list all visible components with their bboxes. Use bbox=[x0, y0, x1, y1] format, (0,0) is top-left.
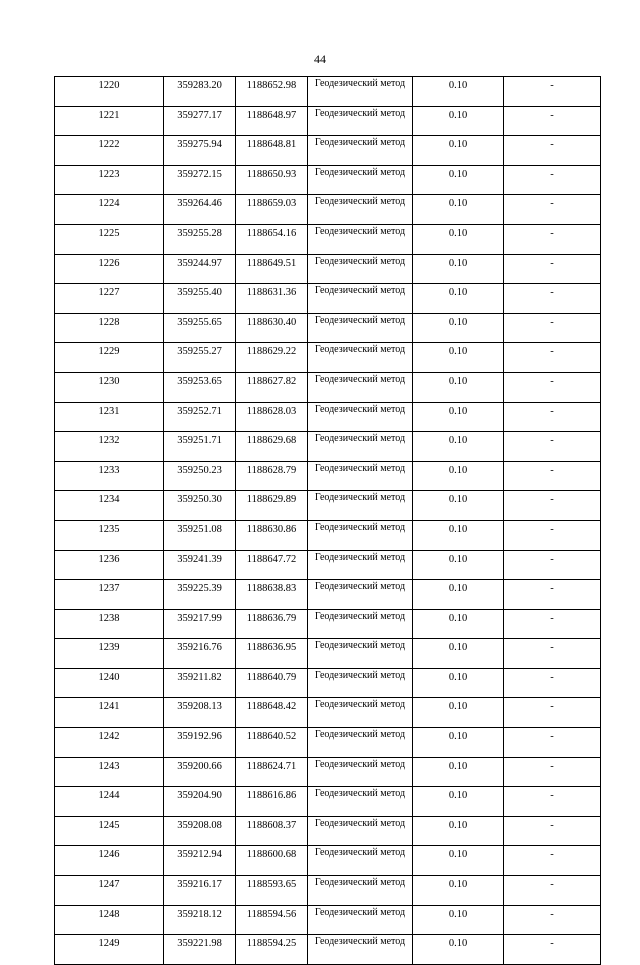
description-cell: - bbox=[504, 106, 601, 136]
point-number-cell: 1234 bbox=[55, 491, 164, 521]
y-coordinate-cell: 1188636.95 bbox=[236, 639, 308, 669]
method-cell: Геодезический метод bbox=[308, 106, 413, 136]
point-number-cell: 1236 bbox=[55, 550, 164, 580]
point-number-cell: 1226 bbox=[55, 254, 164, 284]
y-coordinate-cell: 1188640.79 bbox=[236, 668, 308, 698]
point-number-cell: 1221 bbox=[55, 106, 164, 136]
y-coordinate-cell: 1188649.51 bbox=[236, 254, 308, 284]
accuracy-cell: 0.10 bbox=[413, 728, 504, 758]
table-row bbox=[55, 816, 601, 846]
accuracy-cell: 0.10 bbox=[413, 224, 504, 254]
description-cell: - bbox=[504, 728, 601, 758]
y-coordinate-cell: 1188631.36 bbox=[236, 284, 308, 314]
table-row bbox=[55, 254, 601, 284]
x-coordinate-cell: 359255.40 bbox=[164, 284, 236, 314]
coordinates-table bbox=[54, 76, 601, 965]
accuracy-cell: 0.10 bbox=[413, 254, 504, 284]
table-row bbox=[55, 876, 601, 906]
y-coordinate-cell: 1188648.97 bbox=[236, 106, 308, 136]
method-cell: Геодезический метод bbox=[308, 668, 413, 698]
table-row bbox=[55, 313, 601, 343]
description-cell: - bbox=[504, 343, 601, 373]
method-cell: Геодезический метод bbox=[308, 313, 413, 343]
accuracy-cell: 0.10 bbox=[413, 550, 504, 580]
description-cell: - bbox=[504, 432, 601, 462]
x-coordinate-cell: 359200.66 bbox=[164, 757, 236, 787]
accuracy-cell: 0.10 bbox=[413, 876, 504, 906]
y-coordinate-cell: 1188647.72 bbox=[236, 550, 308, 580]
y-coordinate-cell: 1188654.16 bbox=[236, 224, 308, 254]
accuracy-cell: 0.10 bbox=[413, 77, 504, 107]
x-coordinate-cell: 359225.39 bbox=[164, 580, 236, 610]
point-number-cell: 1227 bbox=[55, 284, 164, 314]
y-coordinate-cell: 1188624.71 bbox=[236, 757, 308, 787]
description-cell: - bbox=[504, 254, 601, 284]
point-number-cell: 1235 bbox=[55, 520, 164, 550]
table-row bbox=[55, 106, 601, 136]
table-row bbox=[55, 461, 601, 491]
method-cell: Геодезический метод bbox=[308, 520, 413, 550]
x-coordinate-cell: 359211.82 bbox=[164, 668, 236, 698]
point-number-cell: 1237 bbox=[55, 580, 164, 610]
y-coordinate-cell: 1188630.86 bbox=[236, 520, 308, 550]
accuracy-cell: 0.10 bbox=[413, 284, 504, 314]
x-coordinate-cell: 359272.15 bbox=[164, 165, 236, 195]
x-coordinate-cell: 359255.65 bbox=[164, 313, 236, 343]
y-coordinate-cell: 1188616.86 bbox=[236, 787, 308, 817]
description-cell: - bbox=[504, 402, 601, 432]
point-number-cell: 1231 bbox=[55, 402, 164, 432]
table-row bbox=[55, 136, 601, 166]
description-cell: - bbox=[504, 846, 601, 876]
method-cell: Геодезический метод bbox=[308, 876, 413, 906]
table-row bbox=[55, 432, 601, 462]
accuracy-cell: 0.10 bbox=[413, 698, 504, 728]
accuracy-cell: 0.10 bbox=[413, 580, 504, 610]
description-cell: - bbox=[504, 787, 601, 817]
method-cell: Геодезический метод bbox=[308, 905, 413, 935]
description-cell: - bbox=[504, 136, 601, 166]
accuracy-cell: 0.10 bbox=[413, 787, 504, 817]
x-coordinate-cell: 359241.39 bbox=[164, 550, 236, 580]
table-row bbox=[55, 284, 601, 314]
y-coordinate-cell: 1188629.68 bbox=[236, 432, 308, 462]
method-cell: Геодезический метод bbox=[308, 580, 413, 610]
table-row bbox=[55, 224, 601, 254]
x-coordinate-cell: 359250.23 bbox=[164, 461, 236, 491]
accuracy-cell: 0.10 bbox=[413, 165, 504, 195]
table-row bbox=[55, 343, 601, 373]
method-cell: Геодезический метод bbox=[308, 165, 413, 195]
description-cell: - bbox=[504, 372, 601, 402]
table-row bbox=[55, 372, 601, 402]
point-number-cell: 1244 bbox=[55, 787, 164, 817]
description-cell: - bbox=[504, 77, 601, 107]
description-cell: - bbox=[504, 876, 601, 906]
x-coordinate-cell: 359221.98 bbox=[164, 935, 236, 965]
point-number-cell: 1246 bbox=[55, 846, 164, 876]
method-cell: Геодезический метод bbox=[308, 816, 413, 846]
description-cell: - bbox=[504, 757, 601, 787]
x-coordinate-cell: 359255.27 bbox=[164, 343, 236, 373]
table-row bbox=[55, 402, 601, 432]
x-coordinate-cell: 359216.17 bbox=[164, 876, 236, 906]
x-coordinate-cell: 359253.65 bbox=[164, 372, 236, 402]
method-cell: Геодезический метод bbox=[308, 491, 413, 521]
point-number-cell: 1247 bbox=[55, 876, 164, 906]
description-cell: - bbox=[504, 313, 601, 343]
method-cell: Геодезический метод bbox=[308, 935, 413, 965]
description-cell: - bbox=[504, 905, 601, 935]
x-coordinate-cell: 359204.90 bbox=[164, 787, 236, 817]
method-cell: Геодезический метод bbox=[308, 195, 413, 225]
description-cell: - bbox=[504, 550, 601, 580]
y-coordinate-cell: 1188630.40 bbox=[236, 313, 308, 343]
point-number-cell: 1248 bbox=[55, 905, 164, 935]
x-coordinate-cell: 359217.99 bbox=[164, 609, 236, 639]
description-cell: - bbox=[504, 639, 601, 669]
description-cell: - bbox=[504, 224, 601, 254]
accuracy-cell: 0.10 bbox=[413, 905, 504, 935]
accuracy-cell: 0.10 bbox=[413, 816, 504, 846]
point-number-cell: 1229 bbox=[55, 343, 164, 373]
accuracy-cell: 0.10 bbox=[413, 313, 504, 343]
description-cell: - bbox=[504, 520, 601, 550]
table-row bbox=[55, 520, 601, 550]
method-cell: Геодезический метод bbox=[308, 787, 413, 817]
table-row bbox=[55, 728, 601, 758]
y-coordinate-cell: 1188593.65 bbox=[236, 876, 308, 906]
method-cell: Геодезический метод bbox=[308, 757, 413, 787]
accuracy-cell: 0.10 bbox=[413, 461, 504, 491]
y-coordinate-cell: 1188594.25 bbox=[236, 935, 308, 965]
x-coordinate-cell: 359283.20 bbox=[164, 77, 236, 107]
table-row bbox=[55, 550, 601, 580]
point-number-cell: 1223 bbox=[55, 165, 164, 195]
method-cell: Геодезический метод bbox=[308, 402, 413, 432]
description-cell: - bbox=[504, 698, 601, 728]
method-cell: Геодезический метод bbox=[308, 77, 413, 107]
point-number-cell: 1232 bbox=[55, 432, 164, 462]
y-coordinate-cell: 1188627.82 bbox=[236, 372, 308, 402]
accuracy-cell: 0.10 bbox=[413, 432, 504, 462]
y-coordinate-cell: 1188650.93 bbox=[236, 165, 308, 195]
point-number-cell: 1222 bbox=[55, 136, 164, 166]
y-coordinate-cell: 1188648.81 bbox=[236, 136, 308, 166]
x-coordinate-cell: 359252.71 bbox=[164, 402, 236, 432]
x-coordinate-cell: 359208.08 bbox=[164, 816, 236, 846]
method-cell: Геодезический метод bbox=[308, 136, 413, 166]
accuracy-cell: 0.10 bbox=[413, 935, 504, 965]
accuracy-cell: 0.10 bbox=[413, 136, 504, 166]
table-row bbox=[55, 698, 601, 728]
accuracy-cell: 0.10 bbox=[413, 639, 504, 669]
table-row bbox=[55, 77, 601, 107]
table-row bbox=[55, 639, 601, 669]
point-number-cell: 1220 bbox=[55, 77, 164, 107]
description-cell: - bbox=[504, 668, 601, 698]
y-coordinate-cell: 1188636.79 bbox=[236, 609, 308, 639]
y-coordinate-cell: 1188638.83 bbox=[236, 580, 308, 610]
y-coordinate-cell: 1188652.98 bbox=[236, 77, 308, 107]
table-row bbox=[55, 580, 601, 610]
y-coordinate-cell: 1188628.03 bbox=[236, 402, 308, 432]
point-number-cell: 1225 bbox=[55, 224, 164, 254]
x-coordinate-cell: 359218.12 bbox=[164, 905, 236, 935]
description-cell: - bbox=[504, 491, 601, 521]
x-coordinate-cell: 359264.46 bbox=[164, 195, 236, 225]
method-cell: Геодезический метод bbox=[308, 728, 413, 758]
x-coordinate-cell: 359277.17 bbox=[164, 106, 236, 136]
y-coordinate-cell: 1188608.37 bbox=[236, 816, 308, 846]
x-coordinate-cell: 359251.08 bbox=[164, 520, 236, 550]
x-coordinate-cell: 359255.28 bbox=[164, 224, 236, 254]
accuracy-cell: 0.10 bbox=[413, 106, 504, 136]
accuracy-cell: 0.10 bbox=[413, 668, 504, 698]
point-number-cell: 1233 bbox=[55, 461, 164, 491]
point-number-cell: 1239 bbox=[55, 639, 164, 669]
y-coordinate-cell: 1188648.42 bbox=[236, 698, 308, 728]
point-number-cell: 1230 bbox=[55, 372, 164, 402]
x-coordinate-cell: 359244.97 bbox=[164, 254, 236, 284]
table-row bbox=[55, 935, 601, 965]
x-coordinate-cell: 359251.71 bbox=[164, 432, 236, 462]
table-body bbox=[55, 77, 601, 965]
table-row bbox=[55, 787, 601, 817]
y-coordinate-cell: 1188629.22 bbox=[236, 343, 308, 373]
y-coordinate-cell: 1188659.03 bbox=[236, 195, 308, 225]
description-cell: - bbox=[504, 461, 601, 491]
method-cell: Геодезический метод bbox=[308, 461, 413, 491]
description-cell: - bbox=[504, 816, 601, 846]
description-cell: - bbox=[504, 284, 601, 314]
y-coordinate-cell: 1188628.79 bbox=[236, 461, 308, 491]
table-row bbox=[55, 668, 601, 698]
table-row bbox=[55, 491, 601, 521]
method-cell: Геодезический метод bbox=[308, 609, 413, 639]
x-coordinate-cell: 359212.94 bbox=[164, 846, 236, 876]
x-coordinate-cell: 359208.13 bbox=[164, 698, 236, 728]
method-cell: Геодезический метод bbox=[308, 639, 413, 669]
page-number: 44 bbox=[314, 52, 326, 66]
y-coordinate-cell: 1188640.52 bbox=[236, 728, 308, 758]
accuracy-cell: 0.10 bbox=[413, 846, 504, 876]
description-cell: - bbox=[504, 935, 601, 965]
method-cell: Геодезический метод bbox=[308, 550, 413, 580]
x-coordinate-cell: 359192.96 bbox=[164, 728, 236, 758]
method-cell: Геодезический метод bbox=[308, 698, 413, 728]
accuracy-cell: 0.10 bbox=[413, 609, 504, 639]
accuracy-cell: 0.10 bbox=[413, 343, 504, 373]
accuracy-cell: 0.10 bbox=[413, 491, 504, 521]
point-number-cell: 1238 bbox=[55, 609, 164, 639]
table-row bbox=[55, 195, 601, 225]
y-coordinate-cell: 1188629.89 bbox=[236, 491, 308, 521]
method-cell: Геодезический метод bbox=[308, 284, 413, 314]
point-number-cell: 1241 bbox=[55, 698, 164, 728]
point-number-cell: 1228 bbox=[55, 313, 164, 343]
point-number-cell: 1245 bbox=[55, 816, 164, 846]
accuracy-cell: 0.10 bbox=[413, 372, 504, 402]
description-cell: - bbox=[504, 195, 601, 225]
table-row bbox=[55, 609, 601, 639]
point-number-cell: 1243 bbox=[55, 757, 164, 787]
table-row bbox=[55, 905, 601, 935]
table-row bbox=[55, 757, 601, 787]
description-cell: - bbox=[504, 165, 601, 195]
x-coordinate-cell: 359250.30 bbox=[164, 491, 236, 521]
accuracy-cell: 0.10 bbox=[413, 402, 504, 432]
point-number-cell: 1249 bbox=[55, 935, 164, 965]
y-coordinate-cell: 1188594.56 bbox=[236, 905, 308, 935]
description-cell: - bbox=[504, 609, 601, 639]
x-coordinate-cell: 359216.76 bbox=[164, 639, 236, 669]
table-row bbox=[55, 165, 601, 195]
description-cell: - bbox=[504, 580, 601, 610]
y-coordinate-cell: 1188600.68 bbox=[236, 846, 308, 876]
table-row bbox=[55, 846, 601, 876]
point-number-cell: 1240 bbox=[55, 668, 164, 698]
method-cell: Геодезический метод bbox=[308, 224, 413, 254]
accuracy-cell: 0.10 bbox=[413, 757, 504, 787]
accuracy-cell: 0.10 bbox=[413, 520, 504, 550]
method-cell: Геодезический метод bbox=[308, 254, 413, 284]
point-number-cell: 1224 bbox=[55, 195, 164, 225]
x-coordinate-cell: 359275.94 bbox=[164, 136, 236, 166]
method-cell: Геодезический метод bbox=[308, 432, 413, 462]
method-cell: Геодезический метод bbox=[308, 846, 413, 876]
method-cell: Геодезический метод bbox=[308, 343, 413, 373]
point-number-cell: 1242 bbox=[55, 728, 164, 758]
method-cell: Геодезический метод bbox=[308, 372, 413, 402]
accuracy-cell: 0.10 bbox=[413, 195, 504, 225]
